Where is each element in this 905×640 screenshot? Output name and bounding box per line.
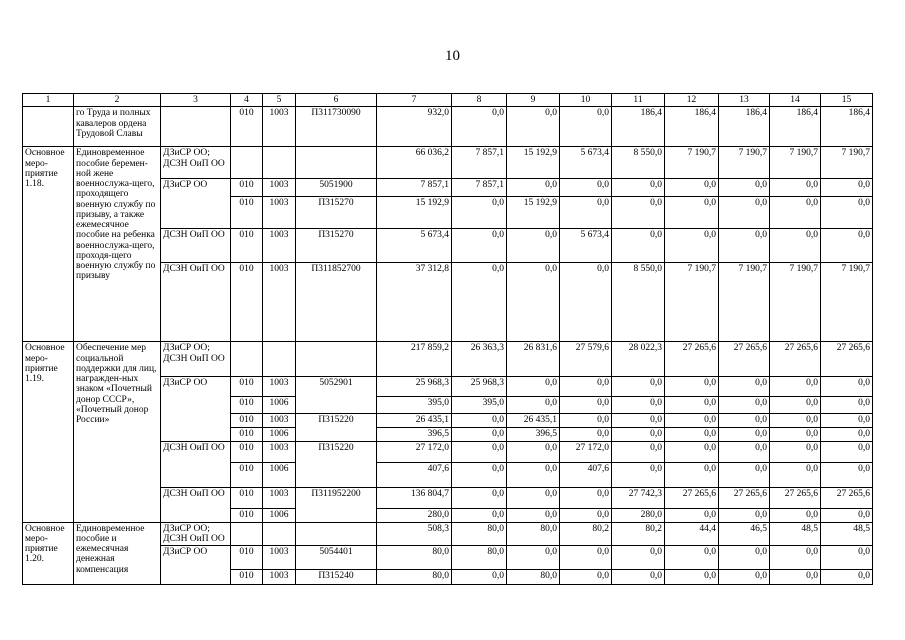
value-cell-col11: 8 550,0 (612, 263, 665, 342)
value-cell-col7: 395,0 (377, 397, 452, 414)
value-cell-col12: 0,0 (665, 377, 719, 397)
value-cell-col15: 0,0 (821, 377, 873, 397)
value-cell-col7: 26 435,1 (377, 414, 452, 428)
value-cell-col10: 5 673,4 (560, 229, 612, 263)
value-cell-col12: 27 265,6 (665, 342, 719, 377)
value-cell-col12: 0,0 (665, 509, 719, 522)
value-cell-col11: 0,0 (612, 229, 665, 263)
code-cell-4: 010 (231, 463, 263, 488)
value-cell-col12: 0,0 (665, 229, 719, 263)
value-cell-col9: 0,0 (507, 442, 560, 463)
value-cell-col15: 0,0 (821, 179, 873, 197)
executor-cell: ДЗиСР ОО (161, 179, 231, 229)
value-cell-col12: 0,0 (665, 414, 719, 428)
code-cell-6: 5054401 (296, 546, 377, 570)
value-cell-col8: 0,0 (452, 197, 507, 229)
value-cell-col11: 0,0 (612, 463, 665, 488)
value-cell-col9: 80,0 (507, 570, 560, 585)
value-cell-col12: 0,0 (665, 463, 719, 488)
value-cell-col7: 80,0 (377, 570, 452, 585)
code-cell-5: 1003 (263, 377, 296, 397)
value-cell-col14: 0,0 (770, 570, 821, 585)
value-cell-col12: 0,0 (665, 197, 719, 229)
value-cell-col13: 0,0 (719, 197, 770, 229)
code-cell-6: 5051900 (296, 179, 377, 197)
value-cell-col11: 186,4 (612, 107, 665, 147)
table-row (23, 522, 873, 546)
value-cell-col10: 0,0 (560, 414, 612, 428)
value-cell-col11: 0,0 (612, 570, 665, 585)
column-number-1: 1 (23, 94, 74, 107)
value-cell-col15: 7 190,7 (821, 147, 873, 179)
description-cell: Обеспечение мер социальной поддержки для лиц, награжден-ных знаком «Почетный донор СССР», «Почетный донор России» (74, 342, 161, 522)
value-cell-col11: 0,0 (612, 397, 665, 414)
code-cell-5 (263, 342, 296, 377)
column-number-2: 2 (74, 94, 161, 107)
value-cell-col14: 0,0 (770, 546, 821, 570)
value-cell-col15: 0,0 (821, 229, 873, 263)
value-cell-col9: 0,0 (507, 107, 560, 147)
value-cell-col12: 27 265,6 (665, 488, 719, 509)
column-number-4: 4 (231, 94, 263, 107)
executor-cell: ДЗиСР ОО; ДСЗН ОиП ОО (161, 522, 231, 546)
value-cell-col7: 27 172,0 (377, 442, 452, 463)
value-cell-col8: 0,0 (452, 488, 507, 509)
value-cell-col14: 0,0 (770, 442, 821, 463)
value-cell-col7: 280,0 (377, 509, 452, 522)
value-cell-col13: 27 265,6 (719, 342, 770, 377)
code-cell-4: 010 (231, 414, 263, 428)
value-cell-col12: 44,4 (665, 522, 719, 546)
value-cell-col11: 0,0 (612, 179, 665, 197)
value-cell-col11: 27 742,3 (612, 488, 665, 509)
column-number-15: 15 (821, 94, 873, 107)
value-cell-col8: 7 857,1 (452, 179, 507, 197)
value-cell-col9: 0,0 (507, 229, 560, 263)
code-cell-5: 1003 (263, 414, 296, 428)
code-cell-4: 010 (231, 428, 263, 442)
measure-cell: Основное меро-приятие 1.19. (23, 342, 74, 522)
value-cell-col7: 66 036,2 (377, 147, 452, 179)
code-cell-4: 010 (231, 263, 263, 342)
value-cell-col14: 0,0 (770, 509, 821, 522)
value-cell-col8: 0,0 (452, 570, 507, 585)
code-cell-5: 1006 (263, 509, 296, 522)
value-cell-col13: 0,0 (719, 442, 770, 463)
value-cell-col12: 0,0 (665, 546, 719, 570)
value-cell-col15: 27 265,6 (821, 342, 873, 377)
value-cell-col9: 26 831,6 (507, 342, 560, 377)
measure-cell: Основное меро-приятие 1.18. (23, 147, 74, 342)
code-cell-4: 010 (231, 377, 263, 397)
code-cell-4: 010 (231, 229, 263, 263)
value-cell-col7: 25 968,3 (377, 377, 452, 397)
value-cell-col9: 0,0 (507, 463, 560, 488)
code-cell-5: 1003 (263, 229, 296, 263)
value-cell-col12: 7 190,7 (665, 147, 719, 179)
value-cell-col13: 27 265,6 (719, 488, 770, 509)
value-cell-col14: 7 190,7 (770, 263, 821, 342)
value-cell-col14: 7 190,7 (770, 147, 821, 179)
column-number-12: 12 (665, 94, 719, 107)
code-cell-6 (296, 522, 377, 546)
column-number-7: 7 (377, 94, 452, 107)
value-cell-col7: 37 312,8 (377, 263, 452, 342)
value-cell-col11: 0,0 (612, 197, 665, 229)
value-cell-col9: 0,0 (507, 377, 560, 397)
value-cell-col14: 48,5 (770, 522, 821, 546)
executor-cell: ДЗиСР ОО; ДСЗН ОиП ОО (161, 147, 231, 179)
value-cell-col8: 0,0 (452, 509, 507, 522)
executor-cell: ДЗиСР ОО (161, 377, 231, 442)
column-number-3: 3 (161, 94, 231, 107)
value-cell-col8: 26 363,3 (452, 342, 507, 377)
value-cell-col9: 396,5 (507, 428, 560, 442)
value-cell-col9: 15 192,9 (507, 197, 560, 229)
code-cell-4: 010 (231, 570, 263, 585)
value-cell-col15: 27 265,6 (821, 488, 873, 509)
value-cell-col9: 0,0 (507, 179, 560, 197)
value-cell-col14: 186,4 (770, 107, 821, 147)
table-row (23, 107, 873, 147)
value-cell-col9: 0,0 (507, 546, 560, 570)
value-cell-col15: 48,5 (821, 522, 873, 546)
value-cell-col7: 5 673,4 (377, 229, 452, 263)
budget-table (22, 93, 873, 585)
value-cell-col15: 186,4 (821, 107, 873, 147)
column-number-5: 5 (263, 94, 296, 107)
value-cell-col10: 0,0 (560, 397, 612, 414)
code-cell-6: П315270 (296, 229, 377, 263)
value-cell-col15: 0,0 (821, 463, 873, 488)
executor-cell: ДСЗН ОиП ОО (161, 263, 231, 342)
value-cell-col8: 80,0 (452, 546, 507, 570)
value-cell-col7: 15 192,9 (377, 197, 452, 229)
value-cell-col10: 0,0 (560, 509, 612, 522)
value-cell-col13: 0,0 (719, 414, 770, 428)
code-cell-4 (231, 147, 263, 179)
value-cell-col10: 0,0 (560, 263, 612, 342)
value-cell-col7: 508,3 (377, 522, 452, 546)
value-cell-col15: 0,0 (821, 509, 873, 522)
code-cell-6 (296, 342, 377, 377)
value-cell-col14: 27 265,6 (770, 488, 821, 509)
value-cell-col13: 0,0 (719, 229, 770, 263)
description-cell: Единовременное пособие беремен-ной жене военнослужа-щего, проходящего военную службу по призыву, а также ежемесячное пособие на ребенка военнослужа-щего, проходя-щего военную службу по призыву (74, 147, 161, 342)
code-cell-5: 1003 (263, 107, 296, 147)
value-cell-col9: 15 192,9 (507, 147, 560, 179)
code-cell-4: 010 (231, 488, 263, 509)
code-cell-6: П311952200 (296, 488, 377, 522)
column-number-6: 6 (296, 94, 377, 107)
value-cell-col10: 0,0 (560, 546, 612, 570)
value-cell-col14: 27 265,6 (770, 342, 821, 377)
value-cell-col10: 0,0 (560, 179, 612, 197)
column-number-8: 8 (452, 94, 507, 107)
value-cell-col15: 0,0 (821, 197, 873, 229)
value-cell-col12: 0,0 (665, 570, 719, 585)
value-cell-col12: 7 190,7 (665, 263, 719, 342)
code-cell-5: 1006 (263, 397, 296, 414)
value-cell-col13: 0,0 (719, 570, 770, 585)
value-cell-col12: 0,0 (665, 179, 719, 197)
value-cell-col14: 0,0 (770, 229, 821, 263)
value-cell-col9: 80,0 (507, 522, 560, 546)
executor-cell: ДЗиСР ОО (161, 546, 231, 585)
value-cell-col14: 0,0 (770, 397, 821, 414)
value-cell-col12: 0,0 (665, 397, 719, 414)
value-cell-col13: 7 190,7 (719, 147, 770, 179)
value-cell-col10: 80,2 (560, 522, 612, 546)
value-cell-col11: 0,0 (612, 442, 665, 463)
code-cell-5 (263, 522, 296, 546)
code-cell-5: 1003 (263, 179, 296, 197)
value-cell-col11: 0,0 (612, 377, 665, 397)
value-cell-col14: 0,0 (770, 414, 821, 428)
code-cell-5: 1003 (263, 488, 296, 509)
value-cell-col13: 0,0 (719, 397, 770, 414)
code-cell-6: П311730090 (296, 107, 377, 147)
table-row (23, 147, 873, 179)
code-cell-4: 010 (231, 442, 263, 463)
value-cell-col10: 0,0 (560, 570, 612, 585)
value-cell-col7: 932,0 (377, 107, 452, 147)
value-cell-col15: 0,0 (821, 546, 873, 570)
column-number-14: 14 (770, 94, 821, 107)
value-cell-col15: 0,0 (821, 428, 873, 442)
value-cell-col7: 80,0 (377, 546, 452, 570)
value-cell-col8: 0,0 (452, 428, 507, 442)
value-cell-col10: 0,0 (560, 197, 612, 229)
value-cell-col14: 0,0 (770, 428, 821, 442)
executor-cell: ДСЗН ОиП ОО (161, 229, 231, 263)
code-cell-6: П311852700 (296, 263, 377, 342)
column-number-13: 13 (719, 94, 770, 107)
column-number-11: 11 (612, 94, 665, 107)
code-cell-5: 1003 (263, 570, 296, 585)
page-number: 10 (445, 48, 460, 64)
value-cell-col10: 0,0 (560, 107, 612, 147)
value-cell-col8: 0,0 (452, 229, 507, 263)
description-cell: Единовременное пособие и ежемесячная денежная компенсация (74, 522, 161, 585)
executor-cell: ДСЗН ОиП ОО (161, 442, 231, 488)
value-cell-col13: 0,0 (719, 428, 770, 442)
value-cell-col8: 7 857,1 (452, 147, 507, 179)
value-cell-col11: 8 550,0 (612, 147, 665, 179)
value-cell-col15: 7 190,7 (821, 263, 873, 342)
column-number-9: 9 (507, 94, 560, 107)
code-cell-4: 010 (231, 179, 263, 197)
code-cell-4: 010 (231, 509, 263, 522)
value-cell-col13: 0,0 (719, 509, 770, 522)
value-cell-col8: 0,0 (452, 463, 507, 488)
code-cell-5: 1006 (263, 463, 296, 488)
table-body (23, 94, 873, 585)
value-cell-col11: 280,0 (612, 509, 665, 522)
value-cell-col7: 217 859,2 (377, 342, 452, 377)
value-cell-col9: 26 435,1 (507, 414, 560, 428)
value-cell-col9: 0,0 (507, 397, 560, 414)
header-row (23, 94, 873, 107)
value-cell-col8: 0,0 (452, 442, 507, 463)
code-cell-6: П315220 (296, 414, 377, 442)
value-cell-col13: 0,0 (719, 463, 770, 488)
value-cell-col11: 80,2 (612, 522, 665, 546)
value-cell-col13: 186,4 (719, 107, 770, 147)
code-cell-5: 1003 (263, 442, 296, 463)
value-cell-col8: 0,0 (452, 414, 507, 428)
code-cell-4 (231, 522, 263, 546)
value-cell-col11: 28 022,3 (612, 342, 665, 377)
measure-cell (23, 107, 74, 147)
code-cell-6: П315270 (296, 197, 377, 229)
executor-cell (161, 107, 231, 147)
value-cell-col15: 0,0 (821, 570, 873, 585)
value-cell-col11: 0,0 (612, 414, 665, 428)
value-cell-col11: 0,0 (612, 546, 665, 570)
code-cell-4: 010 (231, 107, 263, 147)
value-cell-col7: 396,5 (377, 428, 452, 442)
value-cell-col14: 0,0 (770, 463, 821, 488)
value-cell-col10: 407,6 (560, 463, 612, 488)
value-cell-col10: 5 673,4 (560, 147, 612, 179)
value-cell-col9: 0,0 (507, 263, 560, 342)
value-cell-col13: 0,0 (719, 179, 770, 197)
code-cell-5 (263, 147, 296, 179)
value-cell-col15: 0,0 (821, 397, 873, 414)
value-cell-col8: 0,0 (452, 107, 507, 147)
value-cell-col12: 0,0 (665, 428, 719, 442)
value-cell-col8: 395,0 (452, 397, 507, 414)
code-cell-4: 010 (231, 397, 263, 414)
value-cell-col12: 0,0 (665, 442, 719, 463)
value-cell-col10: 27 172,0 (560, 442, 612, 463)
code-cell-4 (231, 342, 263, 377)
code-cell-5: 1003 (263, 546, 296, 570)
value-cell-col13: 7 190,7 (719, 263, 770, 342)
value-cell-col12: 186,4 (665, 107, 719, 147)
value-cell-col7: 7 857,1 (377, 179, 452, 197)
value-cell-col9: 0,0 (507, 509, 560, 522)
value-cell-col10: 0,0 (560, 488, 612, 509)
value-cell-col8: 25 968,3 (452, 377, 507, 397)
value-cell-col13: 0,0 (719, 377, 770, 397)
value-cell-col14: 0,0 (770, 197, 821, 229)
value-cell-col10: 27 579,6 (560, 342, 612, 377)
table-row (23, 342, 873, 377)
value-cell-col7: 136 804,7 (377, 488, 452, 509)
value-cell-col14: 0,0 (770, 179, 821, 197)
value-cell-col8: 0,0 (452, 263, 507, 342)
value-cell-col15: 0,0 (821, 442, 873, 463)
value-cell-col13: 0,0 (719, 546, 770, 570)
value-cell-col15: 0,0 (821, 414, 873, 428)
code-cell-5: 1006 (263, 428, 296, 442)
code-cell-6: П315240 (296, 570, 377, 585)
code-cell-6: 5052901 (296, 377, 377, 414)
code-cell-6: П315220 (296, 442, 377, 488)
code-cell-4: 010 (231, 546, 263, 570)
value-cell-col8: 80,0 (452, 522, 507, 546)
value-cell-col9: 0,0 (507, 488, 560, 509)
value-cell-col10: 0,0 (560, 377, 612, 397)
code-cell-6 (296, 147, 377, 179)
value-cell-col7: 407,6 (377, 463, 452, 488)
code-cell-4: 010 (231, 197, 263, 229)
description-cell: го Труда и полных кавалеров ордена Трудовой Славы (74, 107, 161, 147)
value-cell-col13: 46,5 (719, 522, 770, 546)
measure-cell: Основное меро-приятие 1.20. (23, 522, 74, 585)
value-cell-col11: 0,0 (612, 428, 665, 442)
code-cell-5: 1003 (263, 197, 296, 229)
executor-cell: ДСЗН ОиП ОО (161, 488, 231, 522)
code-cell-5: 1003 (263, 263, 296, 342)
value-cell-col14: 0,0 (770, 377, 821, 397)
column-number-10: 10 (560, 94, 612, 107)
value-cell-col10: 0,0 (560, 428, 612, 442)
executor-cell: ДЗиСР ОО; ДСЗН ОиП ОО (161, 342, 231, 377)
